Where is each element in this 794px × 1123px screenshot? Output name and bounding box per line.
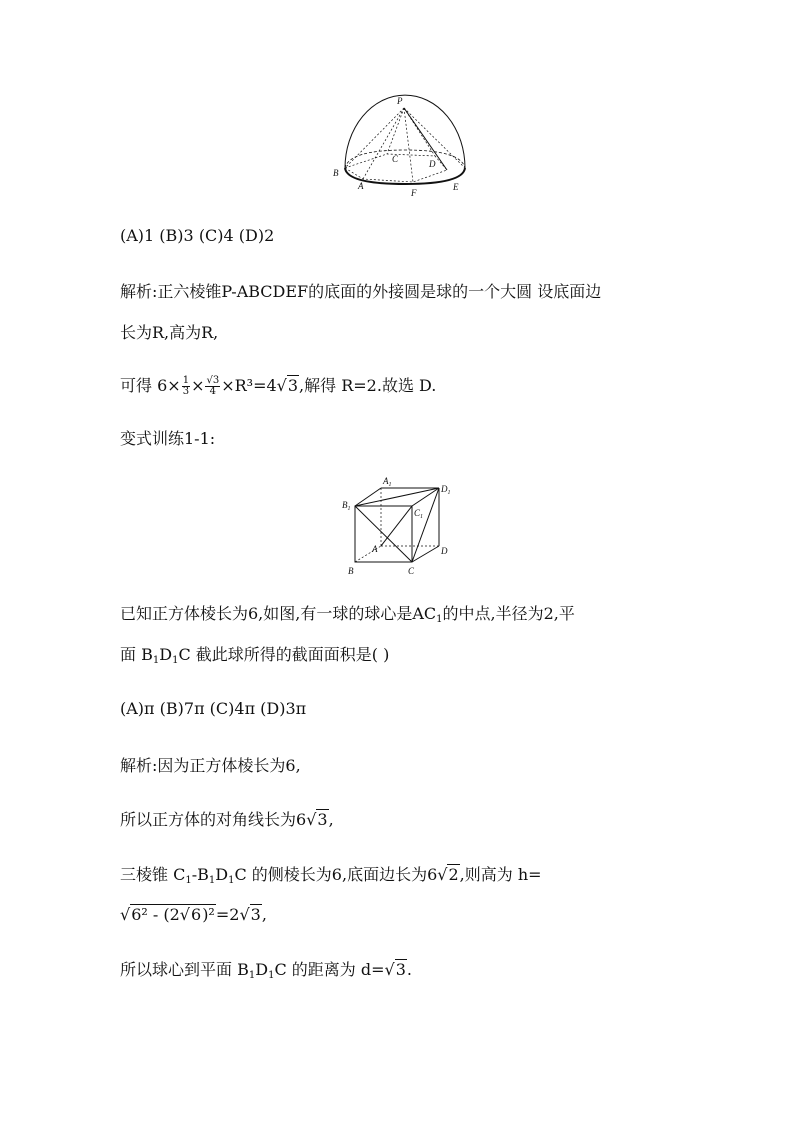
- label-C1: $C_1$: [414, 508, 424, 520]
- hemisphere-pyramid-figure: [325, 92, 475, 200]
- options-2: (A)π (B)7π (C)4π (D)3π: [120, 699, 307, 718]
- label-P: P: [397, 96, 403, 106]
- problem2-line1: 已知正方体棱长为6,如图,有一球的球心是$AC_1$的中点,半径为2,平: [120, 604, 575, 625]
- label-F: F: [411, 188, 417, 198]
- label-A1: $A_1$: [383, 476, 392, 488]
- label-D1: $D_1$: [441, 484, 451, 496]
- problem2-line2: 面 $B_1D_1C$ 截此球所得的截面面积是( ): [120, 645, 390, 666]
- solution2-line4: √6² - (2√6)²=2√3,: [120, 905, 267, 924]
- label-C: C: [408, 566, 415, 576]
- fraction-1-3: $\frac{1}{3}$: [182, 375, 190, 397]
- options-1: (A)1 (B)3 (C)4 (D)2: [120, 226, 275, 245]
- solution1-line1: 解析:正六棱锥P-ABCDEF的底面的外接圆是球的一个大圆 设底面边: [120, 282, 602, 301]
- label-D: D: [429, 159, 436, 169]
- label-B1: $B_1$: [342, 500, 351, 512]
- label-C: C: [392, 154, 399, 164]
- solution2-line1: 解析:因为正方体棱长为6,: [120, 756, 301, 775]
- label-B: B: [348, 566, 354, 576]
- cube-figure: [340, 474, 460, 578]
- fraction-sqrt3-4: $\frac{√3}{4}$: [206, 375, 220, 397]
- label-E: E: [453, 182, 459, 192]
- label-D: D: [441, 546, 448, 556]
- variant-heading: 变式训练1-1:: [120, 429, 216, 448]
- solution1-line2: 长为R,高为R,: [120, 323, 219, 342]
- label-A: A: [372, 544, 378, 554]
- solution2-line5: 所以球心到平面 $B_1D_1C$ 的距离为 d=√3.: [120, 960, 412, 981]
- solution2-line2: 所以正方体的对角线长为6√3,: [120, 810, 334, 829]
- solution1-line3: 可得 6× $\frac{1}{3}$ × $\frac{√3}{4}$ ×R³=4√3,解得 R=2.故选 D.: [120, 375, 437, 397]
- label-A: A: [358, 181, 364, 191]
- label-B: B: [333, 168, 339, 178]
- solution2-line3: 三棱锥 $C_1-B_1D_1C$ 的侧棱长为6,底面边长为6√2,则高为 h=: [120, 865, 542, 886]
